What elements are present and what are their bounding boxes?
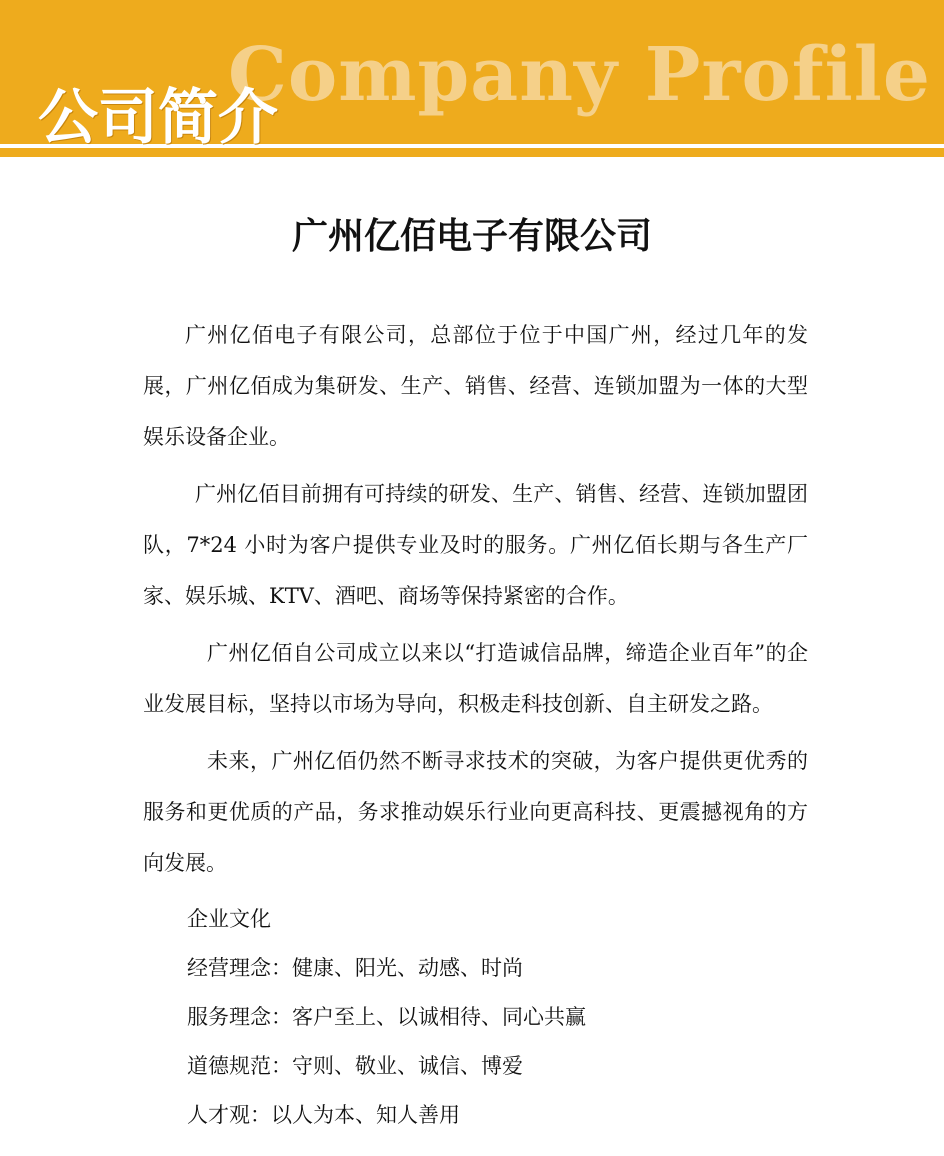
culture-heading: 企业文化 bbox=[187, 907, 271, 931]
culture-item-ethics: 道德规范：守则、敬业、诚信、博爱 bbox=[187, 1054, 523, 1078]
culture-item-service: 服务理念：客户至上、以诚相待、同心共赢 bbox=[187, 1005, 586, 1029]
future-paragraph: 未来，广州亿佰仍然不断寻求技术的突破，为客户提供更优秀的服务和更优质的产品，务求推动娱乐行业向更高科技、更震撼视角的方向发展。 bbox=[143, 749, 808, 875]
header-title-chinese: 公司简介 bbox=[38, 83, 278, 153]
goal-paragraph: 广州亿佰自公司成立以来以“打造诚信品牌，缔造企业百年”的企业发展目标，坚持以市场为导向，积极走科技创新、自主研发之路。 bbox=[143, 641, 808, 716]
intro-paragraph: 广州亿佰电子有限公司，总部位于位于中国广州，经过几年的发展，广州亿佰成为集研发、生产、销售、经营、连锁加盟为一体的大型娱乐设备企业。 bbox=[143, 323, 808, 449]
culture-item-business: 经营理念：健康、阳光、动感、时尚 bbox=[187, 956, 523, 980]
profile-content bbox=[143, 310, 808, 1140]
culture-section bbox=[143, 895, 808, 1140]
culture-item-talent: 人才观：以人为本、知人善用 bbox=[187, 1103, 460, 1127]
company-name-heading: 广州亿佰电子有限公司 bbox=[291, 216, 652, 257]
header-title-english: Company Profile bbox=[228, 32, 931, 118]
team-paragraph: 广州亿佰目前拥有可持续的研发、生产、销售、经营、连锁加盟团队，7*24 小时为客户提供专业及时的服务。广州亿佰长期与各生产厂家、娱乐城、KTV、酒吧、商场等保持紧密的合作。 bbox=[143, 482, 808, 608]
